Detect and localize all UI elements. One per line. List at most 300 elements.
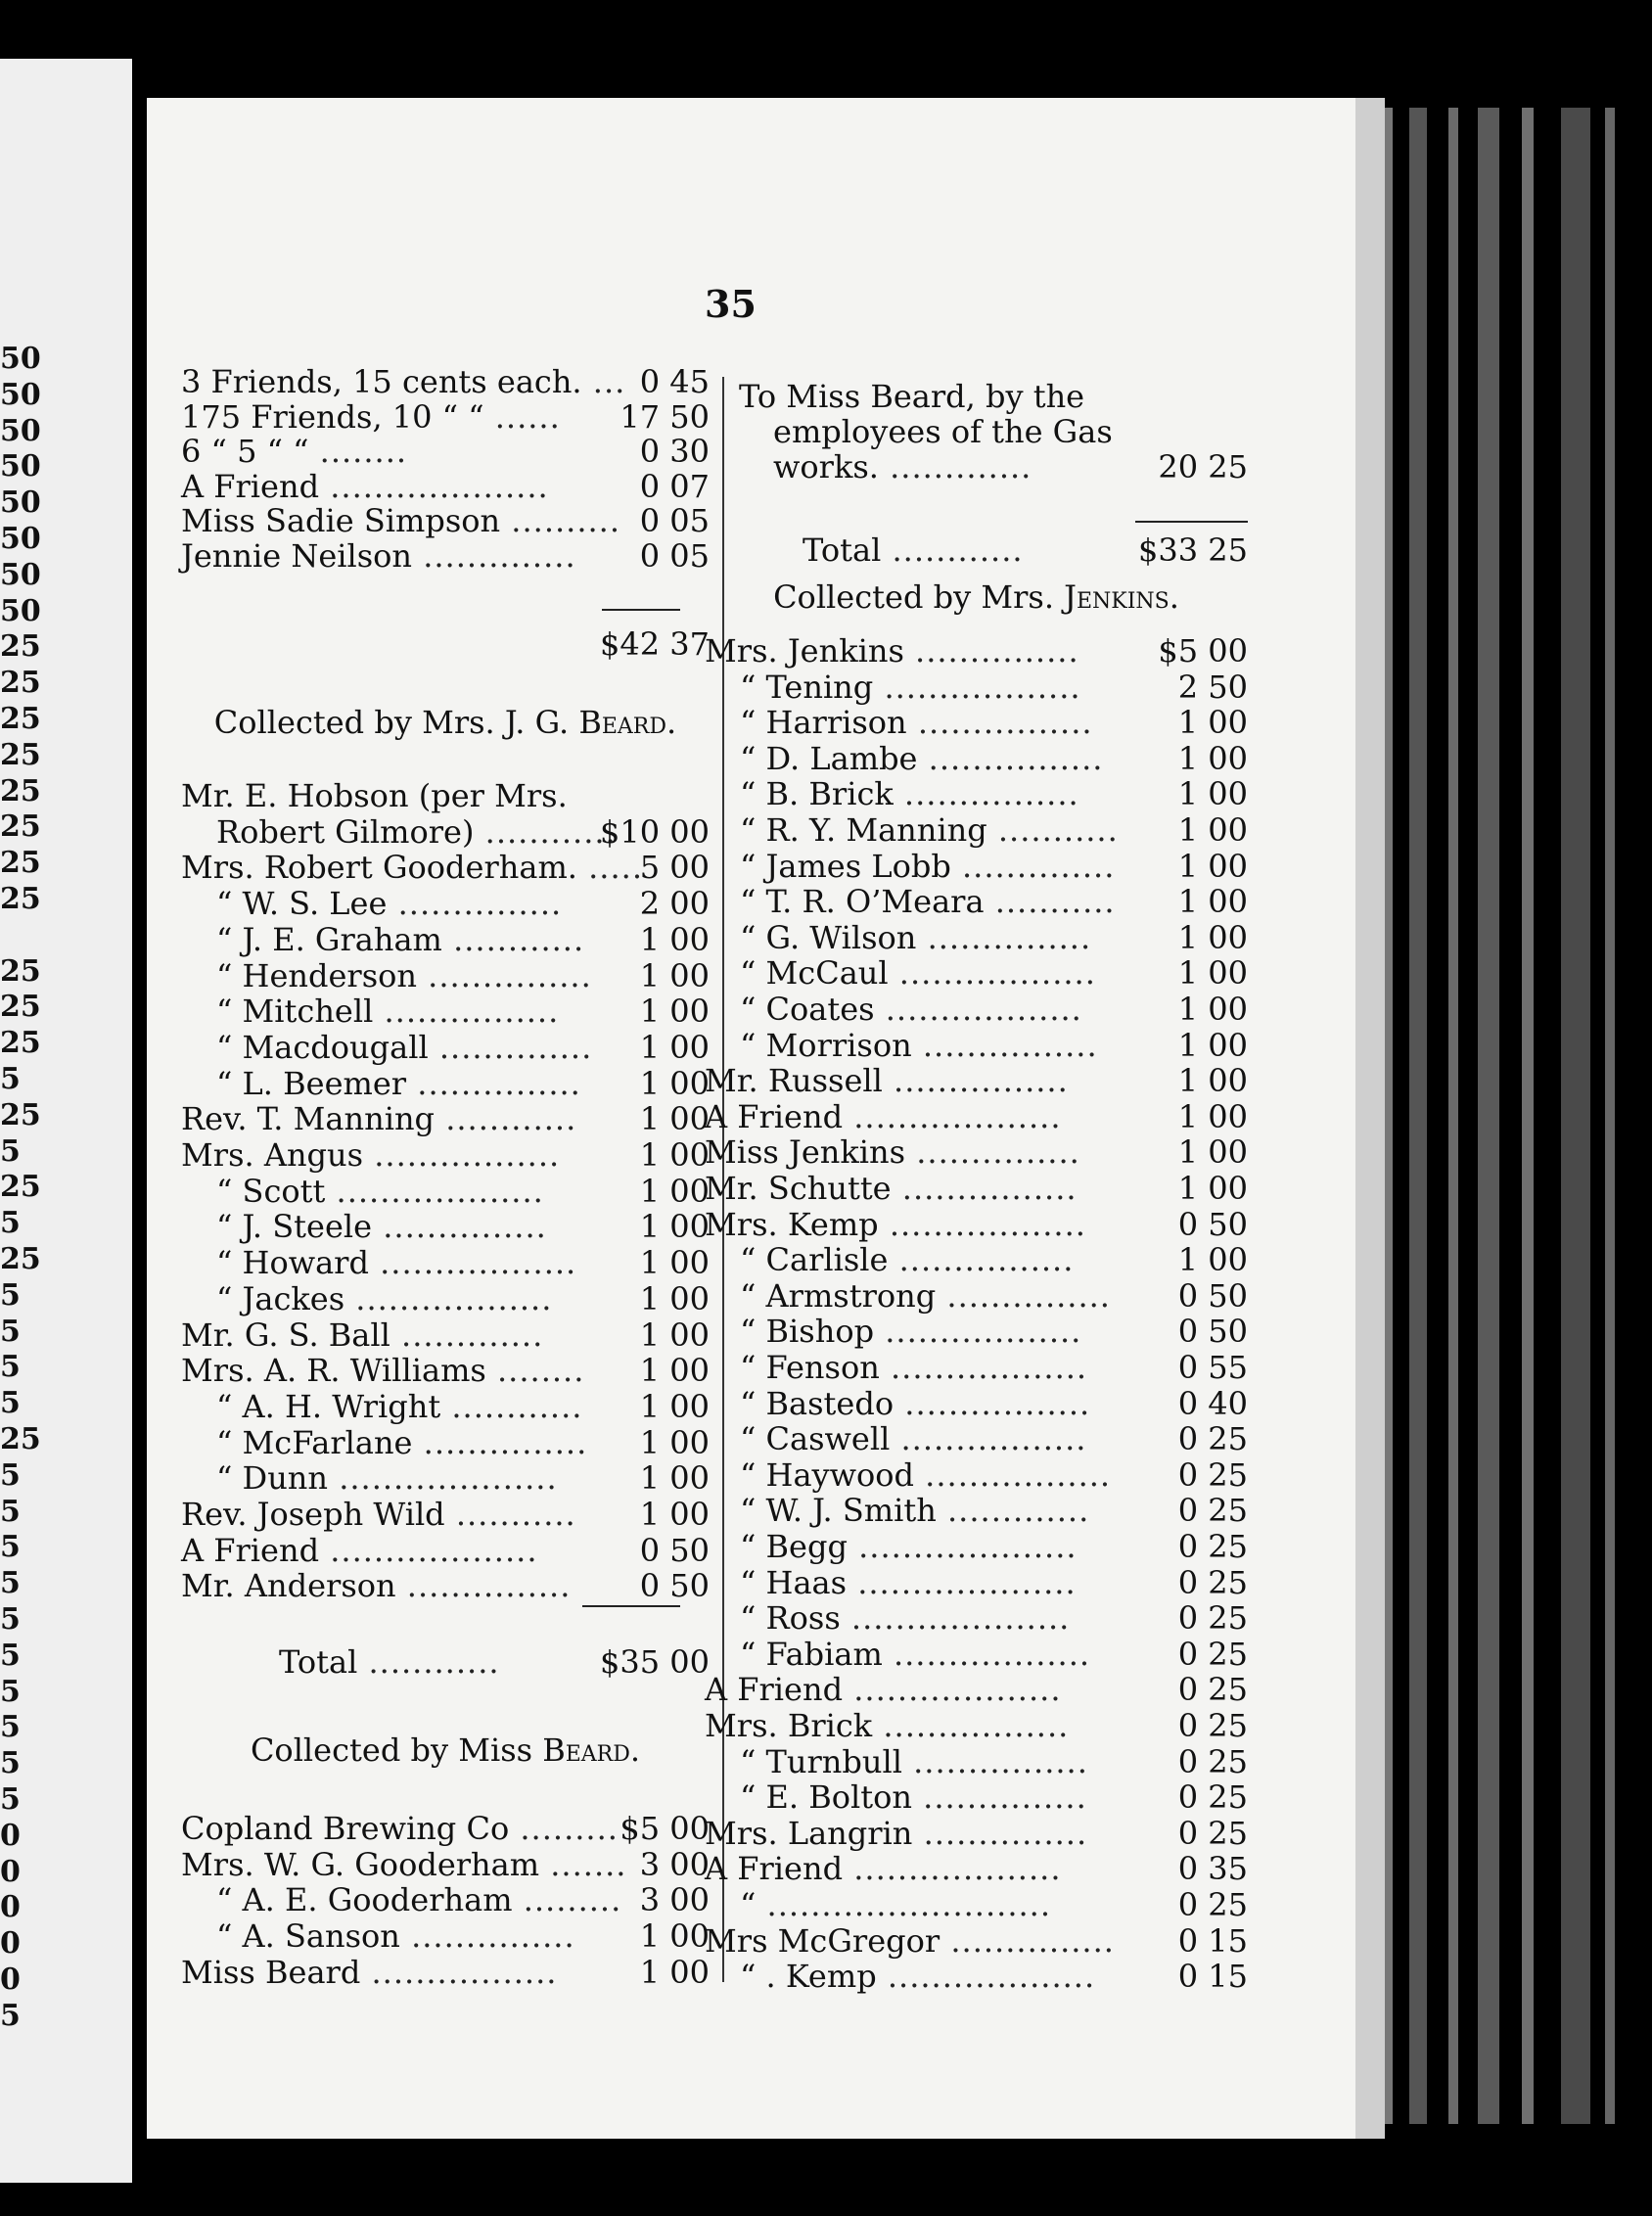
leader-dots: .................. [368,1244,577,1282]
margin-digit: 5 [0,1494,21,1529]
entry-name: Copland Brewing Co ......... [181,1810,619,1847]
margin-digit: 5 [0,1530,21,1565]
entry-amount: 1 00 [639,1100,710,1138]
entry-row [181,397,710,437]
leader-dots: ............... [940,1921,1115,1960]
leader-dots: ............... [936,1276,1111,1315]
entry-amount: 0 55 [1177,1349,1248,1386]
entry-row [705,1849,1248,1888]
entry-row [181,1809,710,1848]
leader-dots: ................. [890,1420,1087,1458]
entry-row [705,1563,1248,1602]
entry-row [181,812,710,852]
entry-amount: 1 00 [1177,1241,1248,1279]
entry-amount: 1 00 [639,920,710,958]
entry-row [705,1026,1248,1065]
entry-name: Mrs. W. G. Gooderham ....... [181,1845,627,1883]
margin-digit: 25 [0,737,41,772]
entry-name: “ Mitchell ................ [216,993,560,1031]
leader-dots: .................... [328,1459,558,1498]
entry-name: Mrs. Angus ................. [181,1136,561,1174]
leader-dots: ............... [903,632,1079,669]
leader-dots: ................. [872,1707,1070,1744]
entry-row [705,1276,1248,1316]
entry-name: Miss Beard ................. [181,1953,558,1991]
entry-row [181,432,710,471]
margin-digit: 5 [0,1133,21,1169]
entry-name: “ A. Sanson ............... [216,1917,575,1956]
leader-dots: ..... [576,849,643,887]
entry-amount: 1 00 [1177,775,1248,813]
entry-amount: 1 00 [1177,811,1248,849]
entry-row [705,1957,1248,1996]
leader-dots: ................ [373,993,560,1031]
entry-name: “ J. E. Graham ............ [216,920,585,958]
margin-digit: 5 [0,1062,21,1096]
leader-dots: ................ [893,775,1079,813]
margin-digit: 5 [0,1350,21,1385]
page-stack [1478,108,1499,2124]
entry-amount: 1 00 [639,1387,710,1425]
entry-name: “ Haas .................... [740,1563,1077,1601]
entry-row [181,1423,710,1462]
leader-dots: .......................... [756,1886,1051,1923]
leader-dots: ............... [406,1064,581,1102]
page-stack [1561,108,1590,2124]
section-heading-jenkins-surname: Jenkins. [1064,578,1179,616]
leader-dots: ................. [914,1455,1112,1494]
entry-name: “ Howard .................. [216,1244,577,1282]
entry-name: “ A. E. Gooderham ......... [216,1881,622,1919]
entry-amount: 0 25 [1177,1528,1248,1565]
entry-amount: 1 00 [1177,1170,1248,1207]
entry-name: Robert Gilmore) ............ [216,812,617,851]
margin-digit: 0 [0,1962,21,1997]
leader-dots: ................ [882,1062,1069,1100]
margin-digit: 25 [0,953,41,989]
entry-name: “ McFarlane ............... [216,1423,588,1461]
entry-row [705,1205,1248,1244]
total-row [181,1642,710,1682]
entry-name: A Friend ................... [705,1097,1062,1135]
section-heading-jenkins [705,577,1248,617]
entry-row [705,1419,1248,1458]
leader-dots: ........... [444,1496,576,1533]
total-amount: $42 37 [600,625,710,663]
margin-digit: 50 [0,413,41,448]
entry-amount: 1 00 [1177,847,1248,885]
total-name: Total ............ [803,531,1024,569]
margin-digit: 5 [0,1206,21,1241]
gas-line [705,412,1248,451]
gas-text: works. ............. [773,448,1032,485]
margin-digit: 5 [0,1277,21,1313]
leader-dots: ................... [843,1097,1062,1135]
section-heading-jenkins-text: Collected by Mrs. [773,578,1065,616]
entry-row [181,536,710,576]
entry-amount: 1 00 [639,1953,710,1991]
entry-name: “ W. S. Lee ............... [216,885,563,923]
leader-dots: .................. [874,1313,1082,1351]
leader-dots: .................. [873,668,1081,706]
entry-name: “ . Kemp ................... [740,1958,1096,1996]
leader-dots: ......... [512,1881,622,1919]
entry-row [705,1348,1248,1387]
leader-dots: ................. [894,1384,1091,1422]
leader-dots: .................... [840,1599,1071,1638]
entry-amount: 0 15 [1177,1958,1248,1996]
entry-row [705,990,1248,1029]
entry-amount: 0 25 [1177,1455,1248,1494]
leader-dots: ............. [390,1316,544,1354]
margin-digit: 0 [0,1818,21,1853]
margin-digit: 25 [0,882,41,916]
entry-name: 175 Friends, 10 “ “ ...... [181,397,561,436]
leader-dots: ................ [911,1026,1098,1064]
leader-dots: ............... [911,1778,1087,1817]
entry-name: Mr. G. S. Ball ............. [181,1316,544,1354]
entry-row [705,1706,1248,1745]
entry-amount: 17 50 [620,397,710,436]
margin-digit: 25 [0,773,41,808]
entry-amount: $5 00 [620,1810,710,1847]
entry-row [705,1097,1248,1136]
entry-row [705,1814,1248,1853]
entry-amount: 0 05 [639,536,710,575]
section-heading-mrs-beard [181,703,710,742]
entry-amount: 0 25 [1177,1420,1248,1458]
leader-dots: .................... [847,1528,1078,1565]
entry-row [181,1351,710,1390]
leader-dots: ...... [483,397,561,436]
entry-row [705,1527,1248,1566]
entry-amount: 1 00 [1177,739,1248,777]
entry-amount: 1 00 [1177,1026,1248,1064]
leader-dots: ............ [440,1387,583,1425]
leader-dots: ................ [891,1170,1078,1207]
entry-amount: $5 00 [1158,632,1248,669]
entry-name: “ McCaul .................. [740,954,1096,993]
entry-row [181,1880,710,1919]
entry-row [181,1316,710,1355]
entry-row [181,1916,710,1956]
entry-amount: 1 00 [1177,883,1248,921]
leader-dots: .............. [412,536,576,575]
entry-amount: 1 00 [1177,1062,1248,1100]
entry-row [705,882,1248,921]
margin-digit: 5 [0,1314,21,1349]
leader-dots: ............... [916,918,1092,956]
leader-dots: ............. [878,448,1032,485]
leader-dots: ............. [936,1492,1090,1530]
margin-digit: 50 [0,485,41,521]
leader-dots: .................. [882,1635,1091,1673]
leader-dots: ................ [901,1742,1088,1780]
entry-amount: 1 00 [1177,991,1248,1028]
entry-name: “ Dunn .................... [216,1459,558,1498]
leader-dots: ............ [357,1643,500,1681]
entry-name: A Friend .................... [181,467,549,505]
leader-dots: .................. [888,954,1096,993]
margin-digit: 5 [0,1638,21,1673]
entry-row [705,1635,1248,1674]
entry-row [181,1064,710,1103]
leader-dots: ............ [435,1100,577,1138]
gas-text: employees of the Gas [773,413,1113,450]
leader-dots: ............ [474,812,617,851]
entry-amount: 1 00 [639,1496,710,1533]
entry-name: Miss Jenkins ............... [705,1133,1080,1172]
entry-name: Rev. Joseph Wild ........... [181,1496,576,1533]
gas-line [705,447,1248,486]
entry-row [181,1531,710,1570]
entry-name: “ T. R. O’Meara ........... [740,883,1116,921]
total-rule [1135,521,1248,523]
entry-row [705,1777,1248,1817]
entry-amount: 0 50 [639,1531,710,1569]
entry-name: Jennie Neilson .............. [181,536,576,575]
entry-amount: 1 00 [1177,918,1248,956]
entry-row [705,1670,1248,1709]
margin-digit: 25 [0,809,41,845]
gas-line [705,377,1248,416]
entry-name: “ A. H. Wright ............ [216,1387,583,1425]
entry-name: Mrs. A. R. Williams ........ [181,1352,585,1390]
entry-name: “ Tening .................. [740,668,1081,706]
entry-row [705,1491,1248,1530]
margin-digit: 5 [0,1710,21,1745]
entry-amount: 1 00 [639,993,710,1031]
entry-amount: 0 25 [1177,1886,1248,1923]
entry-name: “ James Lobb .............. [740,847,1116,885]
margin-digit: 50 [0,522,41,556]
total-row [705,531,1248,570]
margin-digit: 25 [0,666,41,701]
entry-row [705,1742,1248,1781]
entry-name: “ G. Wilson ............... [740,918,1092,956]
entry-amount: 1 00 [1177,954,1248,993]
leader-dots: ............... [395,1567,572,1605]
margin-digit: 25 [0,702,41,736]
margin-digit: 5 [0,1746,21,1781]
entry-name: “ J. Steele ............... [216,1208,547,1246]
entry-name: “ Begg .................... [740,1528,1078,1565]
margin-digit: 5 [0,1457,21,1493]
leader-dots: ................ [906,704,1093,742]
entry-amount: 0 50 [1177,1205,1248,1243]
entry-name: “ Macdougall .............. [216,1028,593,1066]
margin-digit: 5 [0,1602,21,1637]
leader-dots: ............... [372,1208,547,1246]
entry-amount: 0 50 [1177,1313,1248,1351]
entry-name: Mr. Russell ................ [705,1062,1069,1100]
margin-digit: 5 [0,1998,21,2033]
entry-name: “ L. Beemer ............... [216,1064,581,1102]
entry-row [705,918,1248,957]
entry-name: “ Coates .................. [740,991,1082,1028]
entry-name: Mr. E. Hobson (per Mrs. [181,777,568,814]
margin-digit: 0 [0,1926,21,1962]
margin-digit: 50 [0,593,41,628]
leader-dots: ............... [399,1917,575,1956]
leader-dots: ........... [987,811,1119,849]
leader-dots: ................... [876,1958,1096,1996]
leader-dots: ............... [412,1423,588,1461]
entry-amount: 0 45 [639,363,710,400]
margin-digit: 50 [0,377,41,412]
entry-amount: 0 25 [1177,1492,1248,1530]
section-heading-miss-beard [181,1731,710,1770]
entry-amount: 1 00 [639,1028,710,1066]
entry-amount: 1 00 [639,1208,710,1246]
entry-row [705,739,1248,778]
entry-amount: 1 00 [639,1423,710,1461]
entry-name: A Friend ................... [181,1531,538,1569]
entry-amount: 0 25 [1177,1599,1248,1638]
entry-row [181,848,710,887]
entry-amount: 0 35 [1177,1850,1248,1888]
page-stack [1605,108,1615,2124]
entry-name: Mrs. Robert Gooderham. ..... [181,849,643,887]
entry-row [181,1495,710,1534]
entry-name: “ Morrison ................ [740,1026,1098,1064]
entry-amount: 0 40 [1177,1384,1248,1422]
leader-dots: ............... [417,956,592,994]
entry-row [705,1061,1248,1100]
entry-amount: 1 00 [639,1352,710,1390]
entry-name: Miss Sadie Simpson .......... [181,502,621,539]
entry-amount: 1 00 [639,1279,710,1317]
entry-amount: 0 25 [1177,1707,1248,1744]
section-heading-mrs-beard-text: Collected by Mrs. J. G. [213,704,579,741]
entry-name: “ Bastedo ................. [740,1384,1091,1422]
entry-amount: 0 25 [1177,1671,1248,1709]
entry-row [705,810,1248,850]
leader-dots: ............ [881,531,1024,569]
leader-dots: .............. [428,1028,593,1066]
entry-name: Mrs. Langrin ............... [705,1814,1088,1852]
entry-name: “ W. J. Smith ............. [740,1492,1090,1530]
margin-digit: 0 [0,1854,21,1889]
entry-amount: 1 00 [639,1172,710,1210]
entry-row [705,1921,1248,1961]
page-stack [1409,108,1427,2124]
entry-row [181,1135,710,1175]
entry-amount: 0 15 [1177,1921,1248,1960]
gas-amount: 20 25 [1158,448,1248,485]
entry-row [705,1132,1248,1172]
leader-dots: ............... [905,1133,1080,1172]
entry-row [181,1028,710,1067]
entry-name: Mrs. Brick ................. [705,1707,1070,1744]
entry-row [181,1458,710,1498]
entry-amount: 1 00 [1177,1097,1248,1135]
entry-name: “ E. Bolton ............... [740,1778,1087,1817]
entry-name: “ .......................... [740,1886,1051,1923]
total-amount: $35 00 [600,1643,710,1681]
entry-amount: 1 00 [639,1244,710,1282]
total-row [181,624,710,664]
entry-amount: 0 07 [639,467,710,505]
leader-dots: ........ [485,1352,585,1390]
entry-name: “ R. Y. Manning ........... [740,811,1119,849]
entry-amount: 0 25 [1177,1563,1248,1601]
gas-text: To Miss Beard, by the [739,378,1085,415]
leader-dots: ........... [984,883,1116,921]
leader-dots: ................. [363,1136,561,1174]
leader-dots: ................... [319,1531,538,1569]
margin-digit: 25 [0,846,41,881]
entry-amount: 0 50 [1177,1276,1248,1315]
entry-amount: 1 00 [639,1316,710,1354]
entry-name: A Friend ................... [705,1671,1062,1709]
margin-digit: 25 [0,629,41,665]
leader-dots: ............... [387,885,563,923]
entry-row [181,884,710,923]
entry-amount: 1 00 [639,1459,710,1498]
entry-row [181,1279,710,1318]
section-heading-miss-beard-surname: Beard. [542,1731,641,1769]
margin-digit: 5 [0,1566,21,1601]
entry-row [181,1953,710,1992]
entry-row [705,1598,1248,1638]
entry-name: A Friend ................... [705,1850,1062,1888]
leader-dots: ........ [308,433,408,470]
entry-row [181,1243,710,1282]
section-heading-mrs-beard-surname: Beard. [578,704,677,741]
entry-row [705,1885,1248,1924]
entry-name: Rev. T. Manning ............ [181,1100,577,1138]
leader-dots: .................. [879,1349,1088,1386]
entry-amount: 3 00 [639,1845,710,1883]
entry-row [181,920,710,959]
entry-name: “ B. Brick ................ [740,775,1079,813]
entry-amount: 0 05 [639,502,710,539]
entry-row [705,1240,1248,1279]
entry-amount: 1 00 [639,956,710,994]
entry-name: “ Carlisle ................ [740,1241,1075,1279]
entry-row [705,703,1248,742]
page-edge [1355,98,1385,2139]
entry-row [705,631,1248,670]
leader-dots: ......... [509,1810,619,1847]
entry-amount: 1 00 [639,1064,710,1102]
leader-dots: .............. [950,847,1116,885]
leader-dots: ................. [360,1953,558,1991]
leader-dots: ................... [843,1850,1062,1888]
entry-name: “ Haywood ................. [740,1455,1112,1494]
entry-row [181,1207,710,1246]
leader-dots: .................. [878,1205,1086,1243]
total-rule [582,1605,680,1607]
entry-name: “ D. Lambe ................ [740,739,1104,777]
entry-name: “ Jackes .................. [216,1279,553,1317]
entry-row [181,1845,710,1884]
leader-dots: .................... [319,467,549,505]
entry-row [705,774,1248,813]
leader-dots: ............ [441,920,585,958]
entry-name: 6 “ 5 “ “ ........ [181,433,408,470]
entry-row [181,1172,710,1211]
entry-amount: 1 00 [1177,1133,1248,1172]
entry-row [181,467,710,506]
leader-dots: ............... [912,1814,1088,1852]
entry-amount: 1 00 [1177,704,1248,742]
entry-name: “ Turnbull ................ [740,1742,1088,1780]
entry-name: Mrs McGregor ............... [705,1921,1115,1960]
entry-name: 3 Friends, 15 cents each. ... [181,363,626,400]
leader-dots: ................... [325,1172,544,1210]
